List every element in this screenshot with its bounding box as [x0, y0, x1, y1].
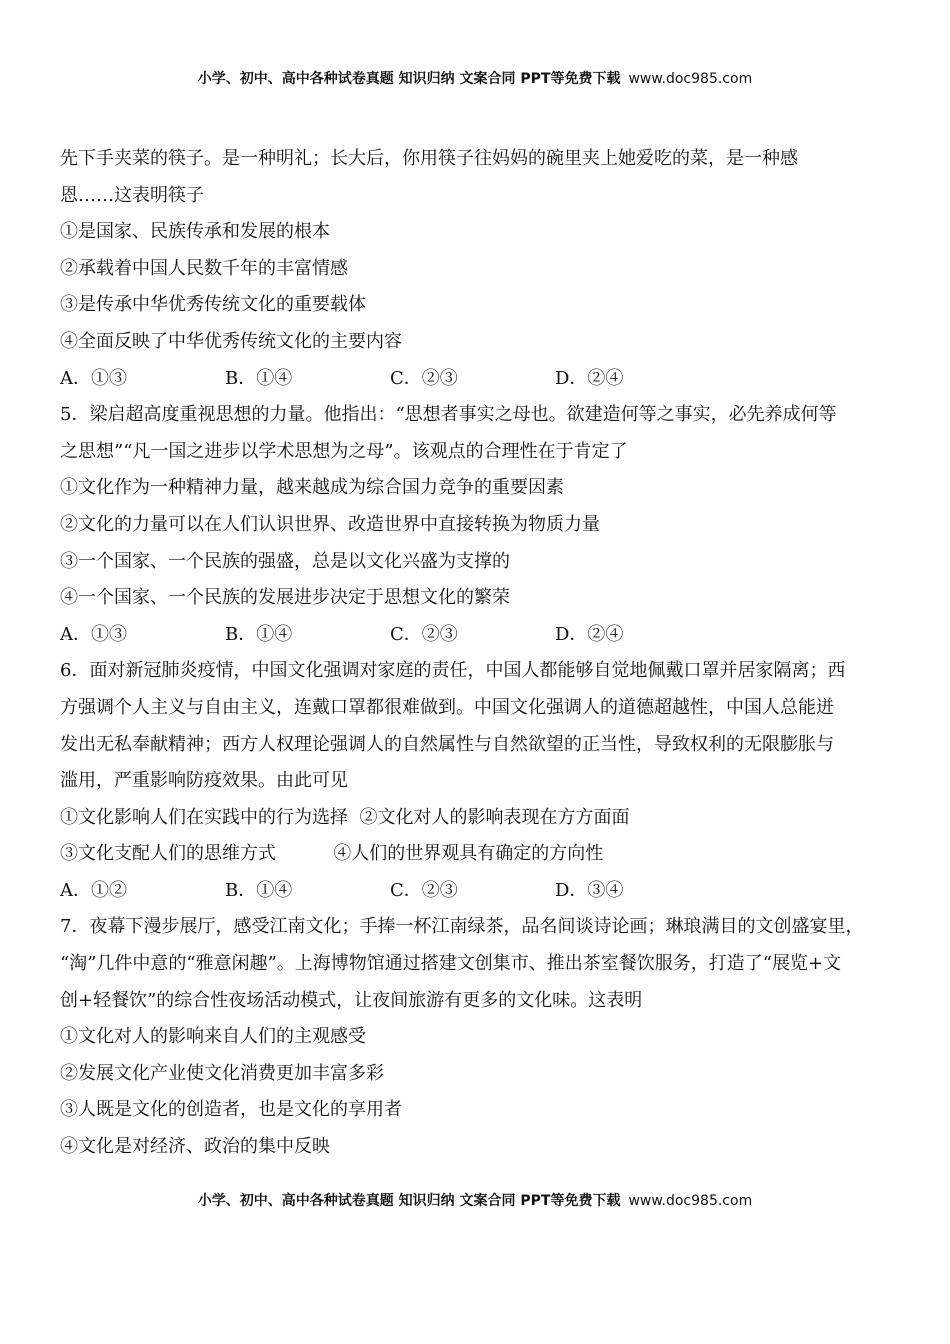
q6-stem-line-3: 发出无私奉献精神；西方人权理论强调人的自然属性与自然欲望的正当性，导致权利的无限膨胀与: [60, 733, 834, 755]
q4-options: [60, 361, 910, 398]
q5-option-b: B．①④: [225, 623, 293, 645]
q5-stem-line-2: 之思想”“凡一国之进步以学术思想为之母”。该观点的合理性在于肯定了: [60, 440, 628, 462]
q5-option-a: A．①③: [60, 623, 127, 645]
q4-item-3: ③是传承中华优秀传统文化的重要载体: [60, 294, 366, 316]
q6-option-b: B．①④: [225, 879, 293, 901]
q4-stem-line-2: 恩……这表明筷子: [60, 184, 204, 206]
document-body: [60, 141, 910, 1166]
header-text: 小学、初中、高中各种试卷真题 知识归纳 文案合同 PPT等免费下载: [197, 71, 621, 87]
q5-options: [60, 617, 910, 654]
q7-item-4: ④文化是对经济、政治的集中反映: [60, 1136, 330, 1158]
q7-stem-line-3: 创+轻餐饮”的综合性夜场活动模式，让夜间旅游有更多的文化味。这表明: [60, 989, 643, 1011]
page-footer: [0, 1190, 950, 1210]
q4-option-c: C．②③: [390, 367, 458, 389]
q6-option-d: D．③④: [555, 879, 624, 901]
q5-option-c: C．②③: [390, 623, 458, 645]
footer-text: 小学、初中、高中各种试卷真题 知识归纳 文案合同 PPT等免费下载: [197, 1193, 621, 1209]
q6-stem-line-4: 滥用，严重影响防疫效果。由此可见: [60, 770, 348, 792]
q4-option-a: A．①③: [60, 367, 127, 389]
q4-item-4: ④全面反映了中华优秀传统文化的主要内容: [60, 330, 402, 352]
q4-option-d: D．②④: [555, 367, 624, 389]
page-header: [0, 68, 950, 88]
q4-option-b: B．①④: [225, 367, 293, 389]
footer-url[interactable]: www.doc985.com: [628, 1193, 753, 1209]
q5-stem-line-1: 5．梁启超高度重视思想的力量。他指出：“思想者事实之母也。欲建造何等之事实，必先养成何等: [60, 404, 837, 426]
q6-items-line-2: ③文化支配人们的思维方式 ④人们的世界观具有确定的方向性: [60, 843, 604, 865]
q6-option-c: C．②③: [390, 879, 458, 901]
q5-item-3: ③一个国家、一个民族的强盛，总是以文化兴盛为支撑的: [60, 550, 510, 572]
q5-item-4: ④一个国家、一个民族的发展进步决定于思想文化的繁荣: [60, 587, 510, 609]
q6-option-a: A．①②: [60, 879, 127, 901]
q5-item-2: ②文化的力量可以在人们认识世界、改造世界中直接转换为物质力量: [60, 513, 600, 535]
q7-item-3: ③人既是文化的创造者，也是文化的享用者: [60, 1099, 402, 1121]
q4-item-2: ②承载着中国人民数千年的丰富情感: [60, 257, 348, 279]
header-url[interactable]: www.doc985.com: [628, 71, 753, 87]
q4-stem-line-1: 先下手夹菜的筷子。是一种明礼；长大后，你用筷子往妈妈的碗里夹上她爱吃的菜，是一种感: [60, 148, 798, 169]
q4-item-1: ①是国家、民族传承和发展的根本: [60, 221, 330, 243]
q6-options: [60, 873, 910, 910]
q5-item-1: ①文化作为一种精神力量，越来越成为综合国力竞争的重要因素: [60, 477, 564, 499]
q7-item-2: ②发展文化产业使文化消费更加丰富多彩: [60, 1062, 384, 1084]
q6-stem-line-1: 6．面对新冠肺炎疫情，中国文化强调对家庭的责任，中国人都能够自觉地佩戴口罩并居家隔离；西: [60, 660, 846, 682]
q6-stem-line-2: 方强调个人主义与自由主义，连戴口罩都很难做到。中国文化强调人的道德超越性，中国人总能迸: [60, 696, 834, 718]
q6-items-line-1: ①文化影响人们在实践中的行为选择 ②文化对人的影响表现在方方面面: [60, 806, 630, 828]
q5-option-d: D．②④: [555, 623, 624, 645]
q7-item-1: ①文化对人的影响来自人们的主观感受: [60, 1026, 366, 1048]
q7-stem-line-1: 7．夜幕下漫步展厅，感受江南文化；手捧一杯江南绿茶，品名间谈诗论画；琳琅满目的文创盛宴里，: [60, 916, 864, 938]
q7-stem-line-2: “淘”几件中意的“雅意闲趣”。上海博物馆通过搭建文创集市、推出茶室餐饮服务，打造了“展览+文: [60, 953, 842, 975]
